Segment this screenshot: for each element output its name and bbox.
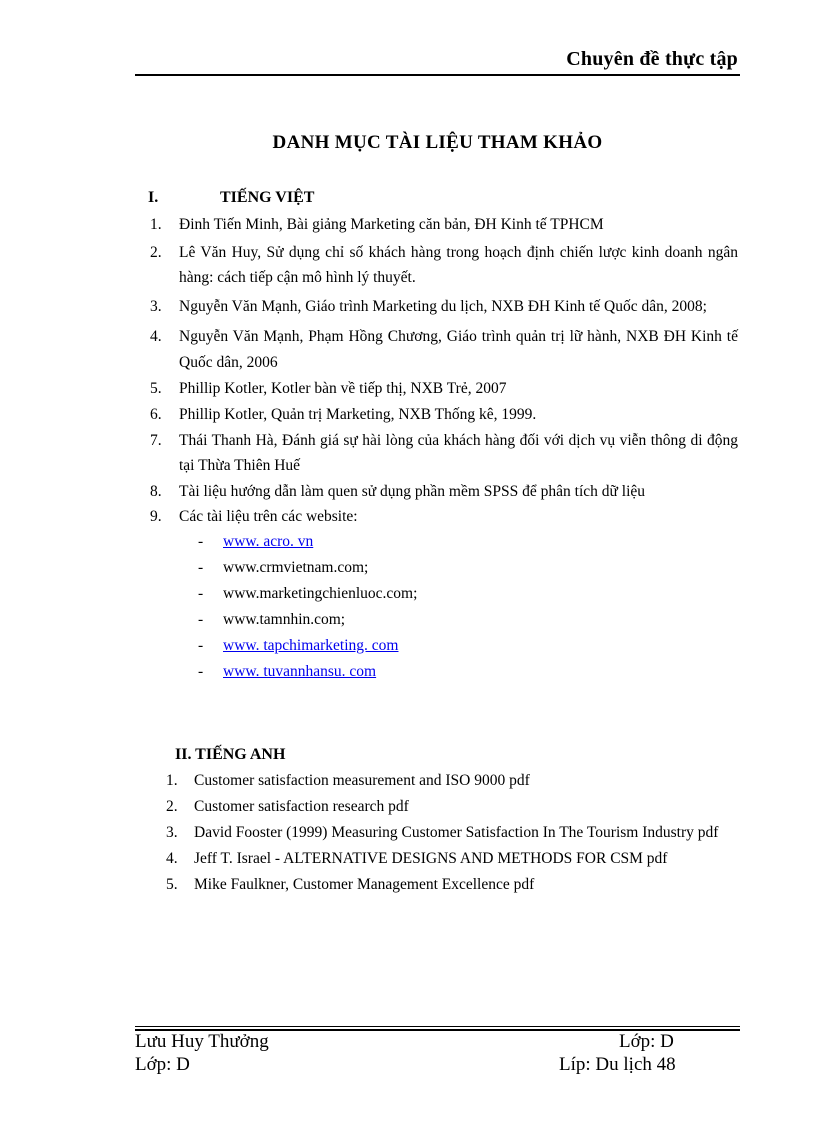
website-item bbox=[198, 607, 738, 633]
list-item bbox=[166, 872, 738, 897]
list-item bbox=[166, 768, 738, 793]
section-heading-vietnamese bbox=[148, 189, 314, 207]
footer-divider-thin bbox=[135, 1026, 740, 1027]
item-text: Nguyễn Văn Mạnh, Phạm Hồng Chương, Giáo trình quản trị lữ hành, NXB ĐH Kinh tế Quốc dân, 2006 bbox=[179, 328, 738, 371]
item-text: David Fooster (1999) Measuring Customer Satisfaction In The Tourism Industry pdf bbox=[194, 824, 719, 841]
list-item bbox=[166, 794, 738, 819]
item-text: Phillip Kotler, Quản trị Marketing, NXB Thống kê, 1999. bbox=[179, 406, 537, 423]
bullet-dash: - bbox=[198, 611, 204, 628]
item-number: 8. bbox=[150, 483, 162, 500]
website-item bbox=[198, 581, 738, 607]
item-text: Customer satisfaction research pdf bbox=[194, 798, 409, 815]
item-text: Lê Văn Huy, Sử dụng chỉ số khách hàng trong hoạch định chiến lược kinh doanh ngân hàng: cách tiếp cận mô hình lý thuyết. bbox=[179, 244, 738, 286]
footer-course: Líp: Du lịch 48 bbox=[559, 1054, 676, 1075]
item-text: Jeff T. Israel - ALTERNATIVE DESIGNS AND METHODS FOR CSM pdf bbox=[194, 850, 668, 867]
list-item bbox=[150, 212, 738, 237]
section-heading-text: TIẾNG VIỆT bbox=[220, 189, 315, 206]
website-item bbox=[198, 555, 738, 581]
item-text: Phillip Kotler, Kotler bàn về tiếp thị, NXB Trẻ, 2007 bbox=[179, 380, 507, 397]
item-number: 5. bbox=[166, 876, 178, 893]
website-text: www.crmvietnam.com; bbox=[223, 559, 369, 576]
item-number: 1. bbox=[166, 772, 178, 789]
item-number: 6. bbox=[150, 406, 162, 423]
footer-class-left: Lớp: D bbox=[135, 1054, 190, 1075]
website-link[interactable]: www. acro. vn bbox=[223, 533, 314, 550]
list-item bbox=[150, 324, 738, 376]
vietnamese-reference-list bbox=[150, 212, 738, 685]
footer-student-name: Lưu Huy Thưởng bbox=[135, 1031, 269, 1052]
item-number: 9. bbox=[150, 508, 162, 525]
english-reference-list bbox=[166, 768, 738, 897]
website-item bbox=[198, 659, 738, 685]
list-item bbox=[150, 428, 738, 478]
list-item bbox=[150, 504, 738, 685]
list-item bbox=[150, 402, 738, 427]
bullet-dash: - bbox=[198, 559, 204, 576]
bullet-dash: - bbox=[198, 663, 204, 680]
item-number: 4. bbox=[150, 328, 162, 345]
item-text: Customer satisfaction measurement and ISO 9000 pdf bbox=[194, 772, 530, 789]
section-heading-english: II. TIẾNG ANH bbox=[175, 746, 286, 763]
bullet-dash: - bbox=[198, 637, 204, 654]
item-text: Thái Thanh Hà, Đánh giá sự hài lòng của khách hàng đối với dịch vụ viễn thông di động tại Thừa Thiên Huế bbox=[179, 432, 738, 474]
item-number: 7. bbox=[150, 432, 162, 449]
list-item bbox=[150, 293, 738, 321]
item-text: Các tài liệu trên các website: bbox=[179, 508, 358, 525]
item-text: Nguyễn Văn Mạnh, Giáo trình Marketing du lịch, NXB ĐH Kinh tế Quốc dân, 2008; bbox=[179, 298, 707, 315]
page-title: DANH MỤC TÀI LIỆU THAM KHẢO bbox=[272, 132, 603, 153]
item-number: 3. bbox=[150, 298, 162, 315]
item-text: Mike Faulkner, Customer Management Excellence pdf bbox=[194, 876, 535, 893]
website-text: www.marketingchienluoc.com; bbox=[223, 585, 418, 602]
list-item bbox=[166, 820, 738, 845]
item-number: 5. bbox=[150, 380, 162, 397]
item-number: 2. bbox=[150, 244, 162, 261]
list-item bbox=[150, 240, 738, 290]
website-item bbox=[198, 633, 738, 659]
list-item bbox=[166, 846, 738, 871]
item-text: Đinh Tiến Minh, Bài giảng Marketing căn bản, ĐH Kinh tế TPHCM bbox=[179, 216, 604, 233]
bullet-dash: - bbox=[198, 585, 204, 602]
website-list bbox=[198, 529, 738, 685]
header-title: Chuyên đề thực tập bbox=[566, 48, 738, 70]
website-item bbox=[198, 529, 738, 555]
website-link[interactable]: www. tapchimarketing. com bbox=[223, 637, 399, 654]
website-link[interactable]: www. tuvannhansu. com bbox=[223, 663, 377, 680]
footer-class-right: Lớp: D bbox=[619, 1031, 674, 1052]
list-item bbox=[150, 479, 738, 504]
bullet-dash: - bbox=[198, 533, 204, 550]
header-divider bbox=[135, 74, 740, 76]
item-number: 1. bbox=[150, 216, 162, 233]
item-number: 4. bbox=[166, 850, 178, 867]
list-item bbox=[150, 376, 738, 401]
item-number: 3. bbox=[166, 824, 178, 841]
item-text: Tài liệu hướng dẫn làm quen sử dụng phần mềm SPSS để phân tích dữ liệu bbox=[179, 483, 646, 500]
website-text: www.tamnhin.com; bbox=[223, 611, 346, 628]
section-numeral: I. bbox=[148, 189, 159, 206]
item-number: 2. bbox=[166, 798, 178, 815]
